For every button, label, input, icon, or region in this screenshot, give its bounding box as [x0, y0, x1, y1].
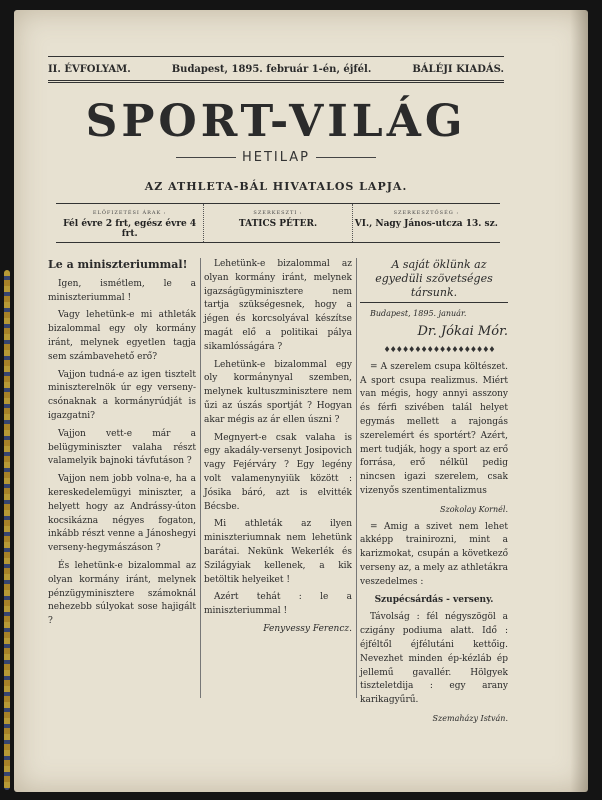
ornament-divider: ♦♦♦♦♦♦♦♦♦♦♦♦♦♦♦♦♦♦ — [383, 344, 495, 354]
office-value: VI., Nagy János-utcza 13. sz. — [354, 219, 498, 229]
paragraph: Mi athleták az ilyen miniszteriumnak nem lehetünk barátai. Nekünk Wekerlék és Szilágyiak kellenek, a kik betöltik helyeiket ! — [204, 519, 352, 585]
paragraph: Vajjon nem jobb volna-e, ha a kereskedelemügyi miniszter, a helyett hogy az Andrássy-úton kocsikázna négyes fogaton, inkább részt venne a Jánoshegyi verseny-hegymászáson ? — [48, 474, 196, 554]
column-2 — [204, 258, 352, 641]
paragraph: Vagy lehetünk-e mi athleták bizalommal egy oly kormány iránt, melynek egyetlen tagja sem számbavehető erő? — [48, 310, 196, 362]
subtitle: AZ ATHLETA-BÁL HIVATALOS LAPJA. — [144, 180, 408, 193]
paragraph: Távolság : fél négyszögöl a czigány podiuma alatt. Idő : éjféltől éjfélutáni kettőig. Nevezhet minden ép-kézláb ép jellemű gavallér. Hölgyek tiszteletdija : egy arany karikagyűrű. — [360, 612, 508, 706]
paragraph: = Amig a szivet nem lehet akképp trainirozni, mint a karizmokat, csupán a következő verseny az, a mely az athletákra veszedelmes : — [360, 521, 508, 587]
editor-label: SZERKESZTI : — [253, 210, 303, 216]
motto-author: Dr. Jókai Mór. — [417, 324, 508, 340]
ornament-dash-left — [176, 157, 236, 158]
masthead-title: SPORT-VILÁG — [85, 96, 467, 147]
paragraph: És lehetünk-e bizalommal az olyan kormány iránt, melynek pénzügyminisztere számoknál nehezebb súlyokat sose hajigált ? — [48, 560, 196, 627]
signature: Fenyvessy Ferencz. — [263, 623, 352, 634]
signature: Szokolay Kornél. — [440, 504, 508, 514]
paragraph: Vajjon tudná-e az igen tisztelt miniszterelnök úr egy verseny-csónaknak a kormányrúdját is igazgatni? — [48, 369, 196, 421]
paragraph: Lehetünk-e bizalommal az olyan kormány iránt, melynek igazságügyminisztere nem tartja szükségesnek, hogy a jégen és korcsolyával készítse magát elő a politikai pálya sikamlósságára ? — [204, 259, 352, 352]
signature: Szemaházy István. — [432, 713, 508, 723]
top-rule — [48, 56, 504, 57]
paragraph: Igen, ismétlem, le a miniszteriummal ! — [48, 278, 196, 303]
issue-date: Budapest, 1895. február 1-én, éjfél. — [171, 64, 372, 75]
info-bar — [56, 203, 500, 243]
volume-label: II. ÉVFOLYAM. — [48, 64, 131, 75]
subscription-value: Fél évre 2 frt, egész évre 4 frt. — [63, 219, 197, 239]
header-double-rule — [48, 80, 504, 83]
editor-cell — [204, 204, 352, 242]
binding-string — [4, 270, 10, 790]
office-label: SZERKESZTŐSÉG : — [393, 210, 460, 216]
column-1 — [48, 258, 196, 633]
paragraph: Megnyert-e csak valaha is egy akadály-versenyt Josipovich vagy Fejérváry ? Egy legény volt valamenynyiük között : Jósika báró, azt is elvitték Bécsbe. — [204, 432, 352, 512]
editor-value: TATICS PÉTER. — [238, 219, 318, 229]
paragraph: = A szerelem csupa költészet. A sport csupa realizmus. Miért van mégis, hogy annyi asszony és férfi szivében talál helyet egymás mellett a rajongás szerelemért és sportért? Azért, mert tudják, hogy a sport az erő forrása, erő nélkül pedig nincsen igazi szerelem, csak vizenyős szentimentalizmus — [360, 361, 508, 496]
ornament-dash-right — [316, 157, 376, 158]
column-divider-2 — [356, 258, 357, 698]
subscription-cell — [56, 204, 204, 242]
column-divider-1 — [200, 258, 201, 698]
subscription-label: ELŐFIZETÉSI ÁRAK : — [92, 210, 167, 216]
motto: A saját öklünk az egyedüli szövetséges társunk. — [360, 258, 508, 303]
article-title: Le a miniszteriummal! — [48, 258, 188, 271]
edition-label: BÁLÉJI KIADÁS. — [412, 64, 504, 75]
column-3 — [360, 258, 508, 730]
motto-date: Budapest, 1895. január. — [370, 309, 467, 319]
event-title: Szupécsárdás - verseny. — [374, 594, 494, 605]
paragraph: Azért tehát : le a miniszteriummal ! — [204, 592, 352, 617]
paragraph: Vajjon vett-e már a belügyminiszter valaha részt valamelyik bajnoki távfutáson ? — [48, 428, 196, 467]
office-cell — [353, 204, 500, 242]
weekly-label: HETILAP — [48, 150, 504, 165]
page-edge-shadow — [570, 10, 588, 792]
paragraph: Lehetünk-e bizalommal egy oly kormánynyal szemben, melynek kultuszminisztere nem űzi az úszás sportját ? Hogyan akar mégis az ár ellen úszni ? — [204, 359, 352, 425]
header-line — [48, 64, 504, 75]
